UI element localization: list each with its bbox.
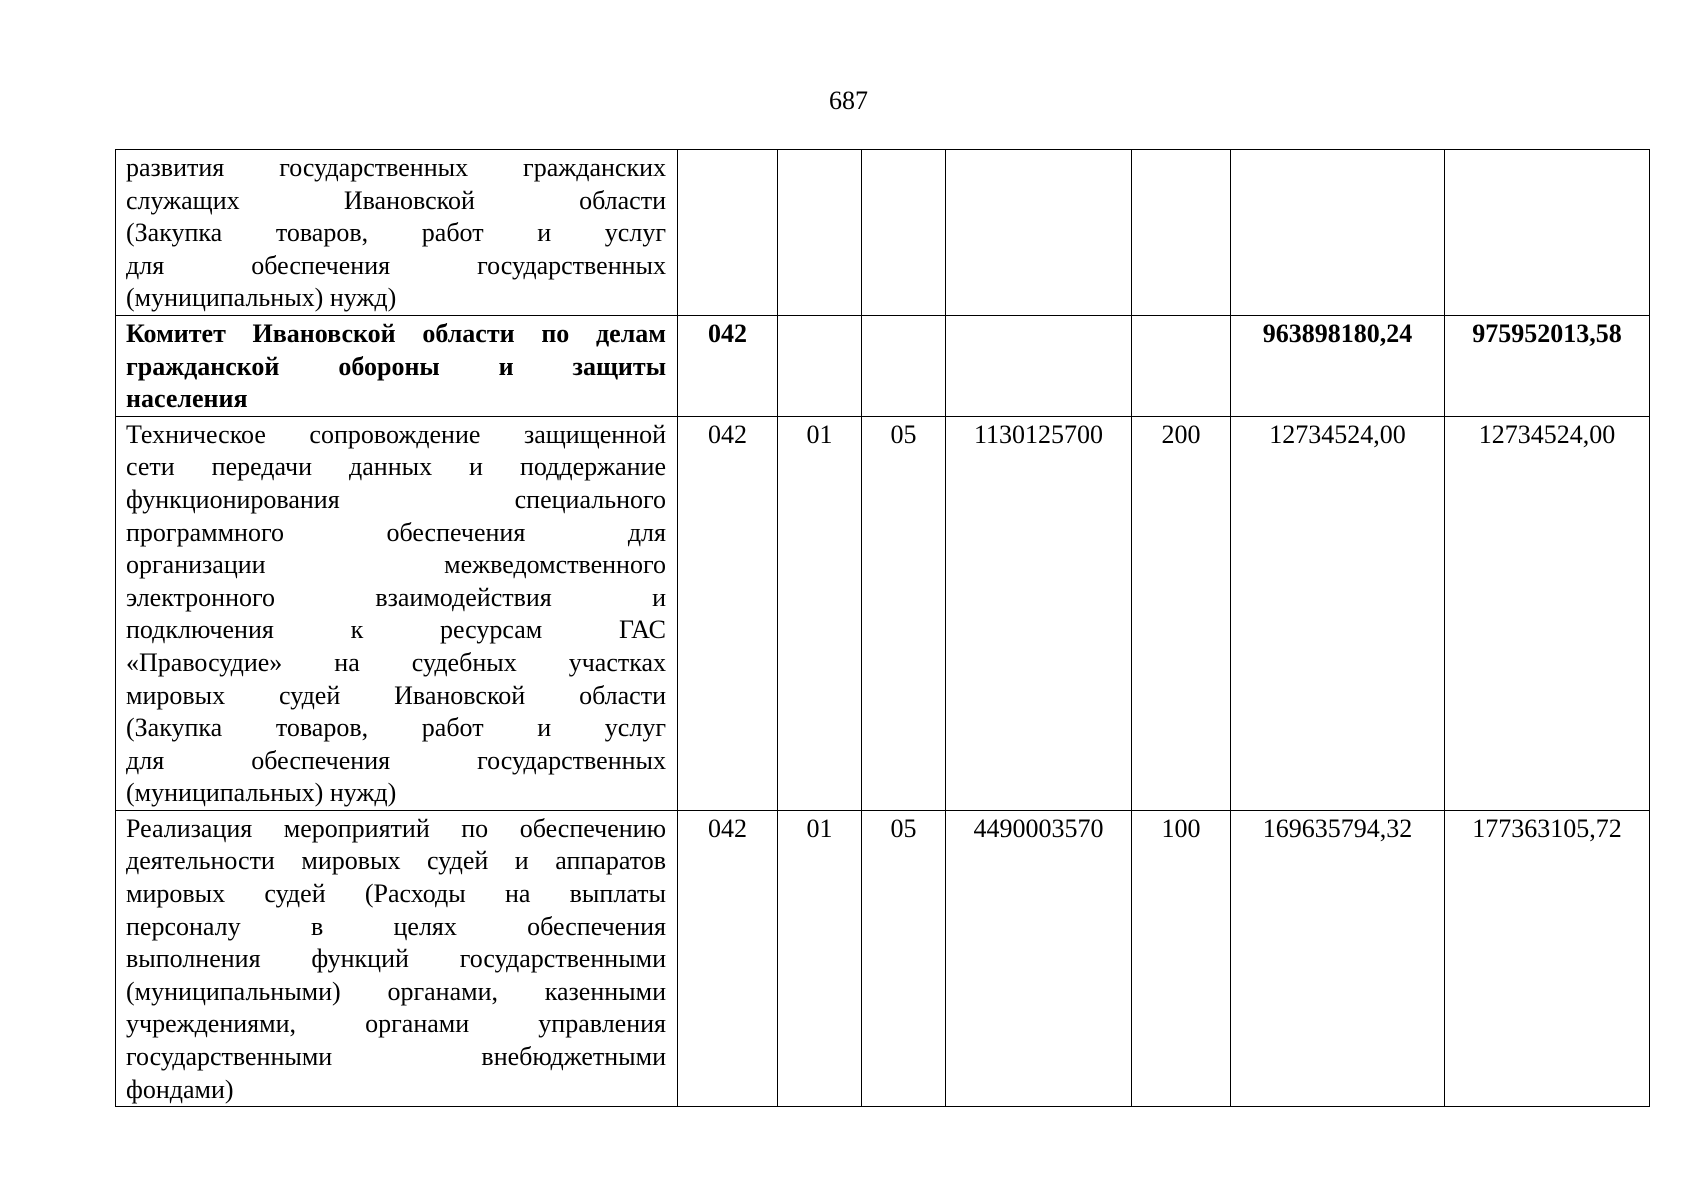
amount-year1-cell: 12734524,00 [1231,416,1445,810]
ministry-code-cell: 042 [678,315,778,416]
table-row [116,810,1650,1106]
item-name-line: государственными внебюджетными [126,1042,666,1072]
target-article-cell [946,150,1132,316]
item-name-line: гражданской обороны и защиты [126,351,666,381]
expense-type-cell [1132,315,1231,416]
target-article-cell: 4490003570 [946,810,1132,1106]
item-name-line: программного обеспечения для [126,517,666,547]
table-row [116,416,1650,810]
item-name-line: служащих Ивановской области [126,185,666,215]
item-name-line: подключения к ресурсам ГАС [126,615,666,645]
item-name-line: (Закупка товаров, работ и услуг [126,713,666,743]
item-name-line: выполнения функций государственными [126,944,666,974]
item-name-line: Реализация мероприятий по обеспечению [126,813,666,843]
target-article-cell: 1130125700 [946,416,1132,810]
section-code-cell: 01 [778,810,862,1106]
subsection-code-cell [862,150,946,316]
item-name-line: организации межведомственного [126,550,666,580]
subsection-code-cell [862,315,946,416]
amount-year2-cell: 12734524,00 [1445,416,1650,810]
budget-table [115,149,1650,1107]
item-name-line: персоналу в целях обеспечения [126,911,666,941]
amount-year1-cell [1231,150,1445,316]
item-name-line: деятельности мировых судей и аппаратов [126,846,666,876]
ministry-code-cell: 042 [678,416,778,810]
page-number: 687 [829,86,868,115]
item-name-line: Техническое сопровождение защищенной [126,419,666,449]
table-row [116,315,1650,416]
target-article-cell [946,315,1132,416]
amount-year1-cell: 963898180,24 [1231,315,1445,416]
item-name-line: электронного взаимодействия и [126,582,666,612]
item-name-line: функционирования специального [126,484,666,514]
section-code-cell [778,150,862,316]
amount-year2-cell: 177363105,72 [1445,810,1650,1106]
ministry-code-cell [678,150,778,316]
item-name-line: для обеспечения государственных [126,745,666,775]
item-name-line: Комитет Ивановской области по делам [126,318,666,348]
table-body [116,150,1650,1107]
item-name-line: населения [126,384,248,414]
item-name-cell [116,150,678,316]
amount-year2-cell [1445,150,1650,316]
item-name-line: фондами) [126,1074,234,1104]
subsection-code-cell: 05 [862,810,946,1106]
item-name-line: мировых судей Ивановской области [126,680,666,710]
amount-year1-cell: 169635794,32 [1231,810,1445,1106]
item-name-line: мировых судей (Расходы на выплаты [126,879,666,909]
ministry-code-cell: 042 [678,810,778,1106]
item-name-line: учреждениями, органами управления [126,1009,666,1039]
item-name-line: развития государственных гражданских [126,153,666,182]
expense-type-cell [1132,150,1231,316]
item-name-cell [116,810,678,1106]
subsection-code-cell: 05 [862,416,946,810]
amount-year2-cell: 975952013,58 [1445,315,1650,416]
table-row [116,150,1650,316]
item-name-line: (муниципальными) органами, казенными [126,976,666,1006]
expense-type-cell: 100 [1132,810,1231,1106]
item-name-cell [116,416,678,810]
item-name-cell [116,315,678,416]
item-name-line: «Правосудие» на судебных участках [126,647,666,677]
section-code-cell [778,315,862,416]
item-name-line: (Закупка товаров, работ и услуг [126,218,666,248]
item-name-line: (муниципальных) нужд) [126,283,397,313]
section-code-cell: 01 [778,416,862,810]
item-name-line: для обеспечения государственных [126,250,666,280]
expense-type-cell: 200 [1132,416,1231,810]
item-name-line: сети передачи данных и поддержание [126,452,666,482]
item-name-line: (муниципальных) нужд) [126,778,397,808]
